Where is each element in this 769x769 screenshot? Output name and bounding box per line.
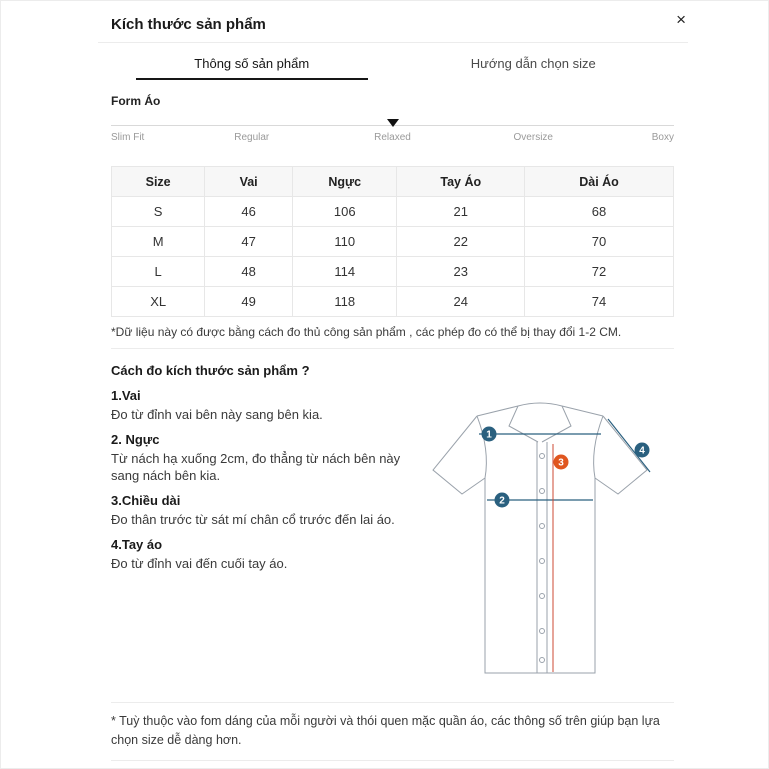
cell: L: [112, 257, 205, 287]
marker-4-label: 4: [639, 445, 645, 457]
instruction-tay-ao: [111, 537, 406, 572]
cell: S: [112, 197, 205, 227]
instruction-text: Đo từ đỉnh vai đến cuối tay áo.: [111, 556, 288, 571]
col-header-tay-ao: Tay Áo: [397, 167, 525, 197]
tab-bar: [111, 51, 674, 80]
measure-instructions: [111, 388, 406, 688]
modal-title: Kích thước sản phẩm: [111, 16, 266, 33]
marker-3-label: 3: [558, 457, 564, 469]
marker-1-label: 1: [486, 429, 492, 441]
measure-section-title: Cách đo kích thước sản phẩm ?: [111, 363, 310, 378]
instruction-text: Từ nách hạ xuống 2cm, đo thẳng từ nách bên này sang nách bên kia.: [111, 451, 401, 483]
fit-slider-marker-icon[interactable]: [387, 119, 399, 127]
col-header-size: Size: [112, 167, 205, 197]
cell: 24: [397, 287, 525, 317]
table-row: [112, 227, 674, 257]
cell: 72: [525, 257, 674, 287]
cell: 110: [292, 227, 397, 257]
instruction-text: Đo thân trước từ sát mí chân cổ trước đến lai áo.: [111, 511, 395, 527]
fit-label-oversize: Oversize: [513, 132, 553, 143]
shirt-measurement-diagram: [406, 388, 674, 688]
cell: 48: [205, 257, 293, 287]
cell: 23: [397, 257, 525, 287]
instruction-heading: 3.Chiều dài: [111, 492, 181, 508]
cell: 47: [205, 227, 293, 257]
tab-size-guide[interactable]: [393, 51, 675, 80]
cell: M: [112, 227, 205, 257]
table-row: [112, 287, 674, 317]
cell: XL: [112, 287, 205, 317]
fit-label-slim: Slim Fit: [111, 132, 145, 143]
cell: 70: [525, 227, 674, 257]
marker-2-label: 2: [499, 495, 505, 507]
fit-label-regular: Regular: [234, 132, 270, 143]
cell: 106: [292, 197, 397, 227]
fit-label-boxy: Boxy: [651, 132, 674, 143]
size-table-header-row: [112, 167, 674, 197]
cell: 68: [525, 197, 674, 227]
cell: 21: [397, 197, 525, 227]
col-header-dai-ao: Dài Áo: [525, 167, 674, 197]
size-table: [111, 166, 674, 317]
cell: 46: [205, 197, 293, 227]
close-icon[interactable]: ×: [676, 10, 686, 29]
cell: 22: [397, 227, 525, 257]
instruction-heading: 2. Ngực: [111, 432, 160, 448]
col-header-nguc: Ngực: [292, 167, 397, 197]
table-footnote: *Dữ liệu này có được bằng cách đo thủ công sản phẩm , các phép đo có thể bị thay đổi 1-2 CM.: [111, 325, 674, 349]
tab-product-specs[interactable]: [111, 51, 393, 80]
modal-header: [1, 1, 768, 42]
shirt-illustration: [415, 388, 665, 688]
instruction-heading: 1.Vai: [111, 388, 141, 403]
instruction-heading: 4.Tay áo: [111, 537, 163, 552]
table-row: [112, 257, 674, 287]
cell: 118: [292, 287, 397, 317]
cell: 114: [292, 257, 397, 287]
measure-section: [111, 388, 674, 688]
tab-label: Thông số sản phẩm: [194, 56, 310, 71]
modal-content: [1, 51, 768, 761]
form-section-label: Form Áo: [111, 94, 161, 108]
fit-slider-labels: [111, 132, 674, 146]
fit-slider[interactable]: [111, 118, 674, 150]
header-divider: [98, 42, 688, 43]
instruction-text: Đo từ đỉnh vai bên này sang bên kia.: [111, 407, 323, 422]
cell: 74: [525, 287, 674, 317]
instruction-vai: [111, 388, 406, 423]
col-header-vai: Vai: [205, 167, 293, 197]
instruction-chieu-dai: [111, 493, 406, 528]
bottom-note: * Tuỳ thuộc vào fom dáng của mỗi người và thói quen mặc quần áo, các thông số trên giúp bạn lựa chọn size dễ dàng hơn.: [111, 702, 674, 761]
instruction-nguc: [111, 432, 406, 484]
tab-label: Hướng dẫn chọn size: [470, 56, 596, 71]
table-row: [112, 197, 674, 227]
cell: 49: [205, 287, 293, 317]
fit-label-relaxed: Relaxed: [374, 132, 411, 143]
